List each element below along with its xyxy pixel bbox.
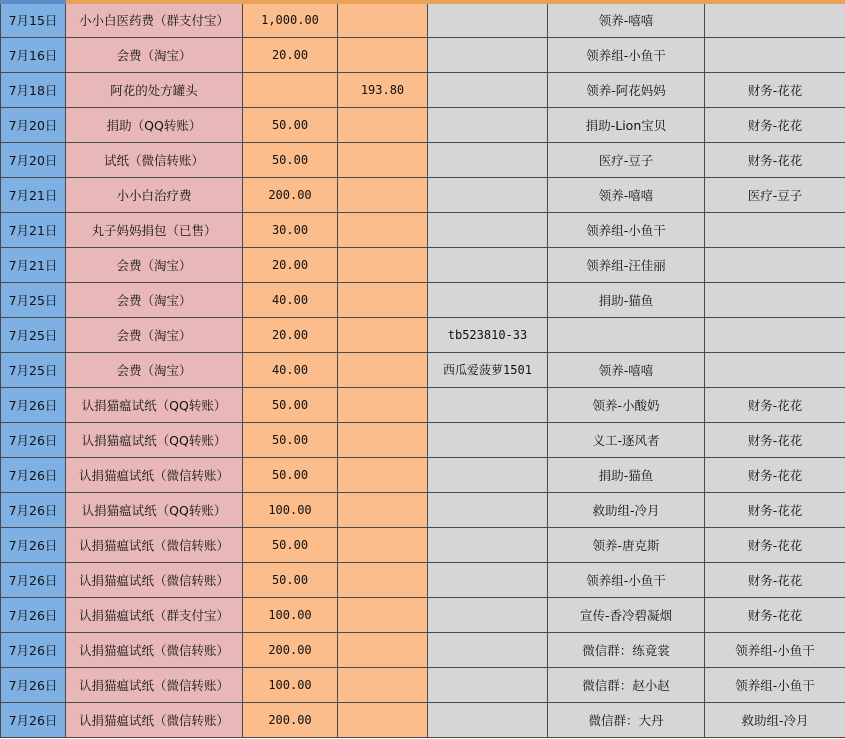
reviewer-cell[interactable] [705,212,845,247]
table-row [1,317,845,352]
amount-expense-cell[interactable] [338,142,428,177]
description-cell[interactable]: 认捐猫瘟试纸（微信转账） [66,667,243,702]
description-cell[interactable]: 小小白医药费（群支付宝） [66,2,243,37]
table-row [1,142,845,177]
amount-cell[interactable]: 50.00 [243,142,338,177]
table-row [1,457,845,492]
reference-cell[interactable] [428,177,548,212]
amount-cell[interactable]: 200.00 [243,177,338,212]
reference-cell[interactable] [428,667,548,702]
amount-cell[interactable]: 40.00 [243,352,338,387]
reference-cell[interactable] [428,492,548,527]
amount-expense-cell[interactable] [338,247,428,282]
reviewer-cell[interactable] [705,37,845,72]
handler-cell[interactable]: 领养-嘻嘻 [548,177,705,212]
amount-cell[interactable]: 50.00 [243,422,338,457]
table-row [1,527,845,562]
reference-cell[interactable] [428,72,548,107]
date-cell[interactable]: 7月25日 [1,282,66,317]
reviewer-cell[interactable]: 财务-花花 [705,422,845,457]
table-row [1,212,845,247]
reviewer-cell[interactable]: 救助组-冷月 [705,702,845,737]
reviewer-cell[interactable]: 财务-花花 [705,527,845,562]
reviewer-cell[interactable] [705,2,845,37]
reference-cell[interactable]: tb523810-33 [428,317,548,352]
description-cell[interactable]: 试纸（微信转账） [66,142,243,177]
reviewer-cell[interactable]: 财务-花花 [705,597,845,632]
handler-cell[interactable]: 领养-阿花妈妈 [548,72,705,107]
amount-expense-cell[interactable] [338,632,428,667]
amount-cell[interactable]: 1,000.00 [243,2,338,37]
date-cell[interactable]: 7月18日 [1,72,66,107]
date-cell[interactable]: 7月26日 [1,387,66,422]
description-cell[interactable]: 认捐猫瘟试纸（QQ转账） [66,387,243,422]
amount-cell[interactable]: 100.00 [243,667,338,702]
reference-cell[interactable] [428,527,548,562]
date-cell[interactable]: 7月26日 [1,457,66,492]
amount-expense-cell[interactable] [338,282,428,317]
amount-cell[interactable]: 20.00 [243,317,338,352]
amount-expense-cell[interactable] [338,562,428,597]
table-row [1,562,845,597]
table-row [1,667,845,702]
handler-cell[interactable]: 领养组-小鱼干 [548,37,705,72]
amount-cell[interactable]: 200.00 [243,702,338,737]
table-row [1,597,845,632]
table-row [1,352,845,387]
amount-cell[interactable]: 20.00 [243,37,338,72]
date-cell[interactable]: 7月20日 [1,107,66,142]
description-cell[interactable]: 会费（淘宝） [66,317,243,352]
reference-cell[interactable] [428,212,548,247]
reference-cell[interactable] [428,247,548,282]
date-cell[interactable]: 7月26日 [1,667,66,702]
amount-cell[interactable] [243,72,338,107]
handler-cell[interactable]: 领养组-小鱼干 [548,212,705,247]
amount-cell[interactable]: 50.00 [243,107,338,142]
amount-expense-cell[interactable] [338,387,428,422]
handler-cell[interactable]: 微信群：大丹 [548,702,705,737]
reference-cell[interactable]: 西瓜爱菠萝1501 [428,352,548,387]
reference-cell[interactable] [428,632,548,667]
handler-cell[interactable]: 义工-逐风者 [548,422,705,457]
handler-cell[interactable]: 领养组-汪佳丽 [548,247,705,282]
amount-expense-cell[interactable] [338,667,428,702]
amount-expense-cell[interactable] [338,37,428,72]
description-cell[interactable]: 会费（淘宝） [66,37,243,72]
reviewer-cell[interactable]: 领养组-小鱼干 [705,632,845,667]
reviewer-cell[interactable] [705,352,845,387]
table-row [1,632,845,667]
reference-cell[interactable] [428,37,548,72]
date-cell[interactable]: 7月26日 [1,492,66,527]
amount-cell[interactable]: 50.00 [243,562,338,597]
reviewer-cell[interactable]: 财务-花花 [705,562,845,597]
handler-cell[interactable]: 捐助-Lion宝贝 [548,107,705,142]
description-cell[interactable]: 会费（淘宝） [66,282,243,317]
reviewer-cell[interactable] [705,247,845,282]
description-cell[interactable]: 认捐猫瘟试纸（QQ转账） [66,492,243,527]
amount-expense-cell[interactable] [338,2,428,37]
reviewer-cell[interactable]: 财务-花花 [705,107,845,142]
amount-expense-cell[interactable] [338,597,428,632]
amount-expense-cell[interactable]: 193.80 [338,72,428,107]
table-row [1,492,845,527]
reviewer-cell[interactable] [705,317,845,352]
handler-cell[interactable]: 捐助-猫鱼 [548,457,705,492]
reference-cell[interactable] [428,142,548,177]
description-cell[interactable]: 小小白治疗费 [66,177,243,212]
reference-cell[interactable] [428,282,548,317]
amount-cell[interactable]: 100.00 [243,597,338,632]
table-row [1,107,845,142]
handler-cell[interactable] [548,317,705,352]
reviewer-cell[interactable]: 财务-花花 [705,72,845,107]
amount-cell[interactable]: 50.00 [243,527,338,562]
description-cell[interactable]: 认捐猫瘟试纸（QQ转账） [66,422,243,457]
amount-expense-cell[interactable] [338,422,428,457]
description-cell[interactable]: 认捐猫瘟试纸（微信转账） [66,562,243,597]
date-cell[interactable]: 7月25日 [1,352,66,387]
reference-cell[interactable] [428,107,548,142]
table-row [1,387,845,422]
date-cell[interactable]: 7月15日 [1,2,66,37]
handler-cell[interactable]: 微信群：赵小赵 [548,667,705,702]
description-cell[interactable]: 认捐猫瘟试纸（微信转账） [66,527,243,562]
reviewer-cell[interactable]: 财务-花花 [705,387,845,422]
date-cell[interactable]: 7月25日 [1,317,66,352]
amount-cell[interactable]: 200.00 [243,632,338,667]
amount-expense-cell[interactable] [338,492,428,527]
reviewer-cell[interactable]: 领养组-小鱼干 [705,667,845,702]
table-row [1,37,845,72]
handler-cell[interactable]: 领养-小酸奶 [548,387,705,422]
handler-cell[interactable]: 领养-嘻嘻 [548,2,705,37]
table-row [1,247,845,282]
reviewer-cell[interactable] [705,282,845,317]
reviewer-cell[interactable]: 医疗-豆子 [705,177,845,212]
table-row [1,282,845,317]
amount-expense-cell[interactable] [338,457,428,492]
handler-cell[interactable]: 领养组-小鱼干 [548,562,705,597]
reviewer-cell[interactable]: 财务-花花 [705,492,845,527]
reference-cell[interactable] [428,2,548,37]
amount-expense-cell[interactable] [338,702,428,737]
date-cell[interactable]: 7月26日 [1,422,66,457]
reference-cell[interactable] [428,702,548,737]
date-cell[interactable]: 7月16日 [1,37,66,72]
table-row [1,422,845,457]
reference-cell[interactable] [428,597,548,632]
date-cell[interactable]: 7月21日 [1,247,66,282]
handler-cell[interactable]: 救助组-冷月 [548,492,705,527]
reference-cell[interactable] [428,422,548,457]
date-cell[interactable]: 7月26日 [1,597,66,632]
table-row [1,2,845,37]
handler-cell[interactable]: 医疗-豆子 [548,142,705,177]
amount-expense-cell[interactable] [338,177,428,212]
table-row [1,177,845,212]
amount-expense-cell[interactable] [338,107,428,142]
description-cell[interactable]: 丸子妈妈捐包（已售） [66,212,243,247]
amount-cell[interactable]: 40.00 [243,282,338,317]
date-cell[interactable]: 7月26日 [1,632,66,667]
description-cell[interactable]: 认捐猫瘟试纸（微信转账） [66,457,243,492]
description-cell[interactable]: 阿花的处方罐头 [66,72,243,107]
description-cell[interactable]: 会费（淘宝） [66,247,243,282]
amount-cell[interactable]: 100.00 [243,492,338,527]
reviewer-cell[interactable]: 财务-花花 [705,142,845,177]
handler-cell[interactable]: 领养-嘻嘻 [548,352,705,387]
description-cell[interactable]: 认捐猫瘟试纸（微信转账） [66,632,243,667]
handler-cell[interactable]: 领养-唐克斯 [548,527,705,562]
description-cell[interactable]: 认捐猫瘟试纸（群支付宝） [66,597,243,632]
handler-cell[interactable]: 宣传-香冷碧凝烟 [548,597,705,632]
handler-cell[interactable]: 微信群：练竟裳 [548,632,705,667]
reference-cell[interactable] [428,457,548,492]
description-cell[interactable]: 会费（淘宝） [66,352,243,387]
reference-cell[interactable] [428,387,548,422]
amount-cell[interactable]: 50.00 [243,457,338,492]
date-cell[interactable]: 7月26日 [1,527,66,562]
date-cell[interactable]: 7月20日 [1,142,66,177]
ledger-body [1,2,845,737]
amount-cell[interactable]: 20.00 [243,247,338,282]
reference-cell[interactable] [428,562,548,597]
amount-cell[interactable]: 30.00 [243,212,338,247]
date-cell[interactable]: 7月21日 [1,212,66,247]
reviewer-cell[interactable]: 财务-花花 [705,457,845,492]
amount-expense-cell[interactable] [338,527,428,562]
description-cell[interactable]: 捐助（QQ转账） [66,107,243,142]
table-row [1,702,845,737]
handler-cell[interactable]: 捐助-猫鱼 [548,282,705,317]
amount-expense-cell[interactable] [338,352,428,387]
date-cell[interactable]: 7月21日 [1,177,66,212]
description-cell[interactable]: 认捐猫瘟试纸（微信转账） [66,702,243,737]
amount-expense-cell[interactable] [338,317,428,352]
table-row [1,72,845,107]
amount-cell[interactable]: 50.00 [243,387,338,422]
date-cell[interactable]: 7月26日 [1,702,66,737]
date-cell[interactable]: 7月26日 [1,562,66,597]
amount-expense-cell[interactable] [338,212,428,247]
